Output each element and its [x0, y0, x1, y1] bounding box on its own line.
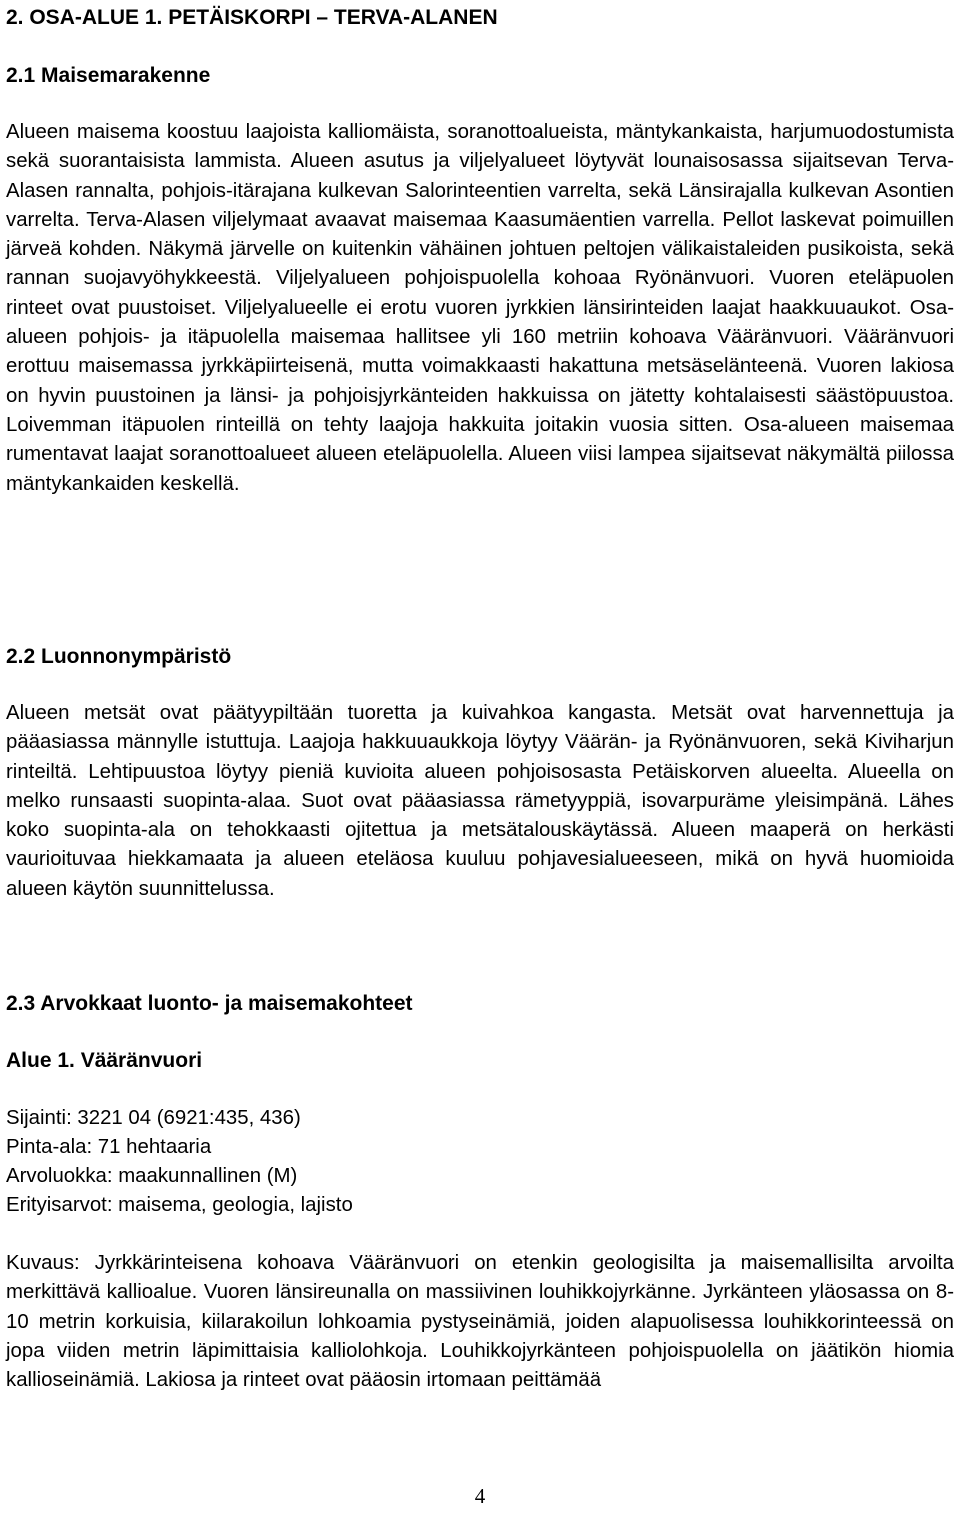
paragraph-luonnonymparisto: Alueen metsät ovat päätyypiltään tuoretta ja kuivahkoa kangasta. Metsät ovat harvennettuja ja pääasiassa männylle istuttuja. Laajoja hakkuuaukkoja löytyy Väärän- ja Ryönänvuoren, sekä Kiviharjun rinteiltä. Lehtipuustoa löytyy pieniä kuvioita alueen pohjoisosasta Petäiskorven alueelta. Alueella on melko runsaasti suopinta-alaa. Suot ovat pääasiassa rämetyyppiä, isovarpuräme yleisimpänä. Lähes koko suopinta-ala on tehokkaasti ojitettua ja metsätalouskäytässä. Alueen maaperä on herkästi vaurioituvaa hiekkamaata ja alueen eteläosa kuuluu pohjavesialueeseen, mikä on hyvä huomioida alueen käytön suunnittelussa. — [6, 702, 954, 900]
detail-arvoluokka: Arvoluokka: maakunnallinen (M) — [6, 1165, 298, 1187]
section-title: 2. OSA-ALUE 1. PETÄISKORPI – TERVA-ALANEN — [6, 6, 498, 29]
detail-erityisarvot: Erityisarvot: maisema, geologia, lajisto — [6, 1194, 353, 1216]
detail-sijainti: Sijainti: 3221 04 (6921:435, 436) — [6, 1107, 301, 1129]
subsection-title-arvokkaat-kohteet: 2.3 Arvokkaat luonto- ja maisemakohteet — [6, 992, 413, 1015]
detail-pinta-ala: Pinta-ala: 71 hehtaaria — [6, 1136, 212, 1158]
subsection-title-maisemarakenne: 2.1 Maisemarakenne — [6, 64, 211, 87]
paragraph-kuvaus: Kuvaus: Jyrkkärinteisena kohoava Vääränvuori on etenkin geologisilta ja maisemallisilta arvoilta merkittävä kallioalue. Vuoren länsireunalla on massiivinen louhikkojyrkänne. Jyrkänteen yläosassa on 8-10 metrin korkuisia, kiilarakoilun lohkoamia pystyseinämiä, joiden alapuolisessa louhikkorinteessä on jopa viiden metrin läpimittaisia kalliolohkoja. Louhikkojyrkänteen pohjoispuolella on jäätikön hiomia kallioseinämiä. Lakiosa ja rinteet ovat pääosin irtomaan peittämää — [6, 1252, 954, 1392]
paragraph-maisemarakenne: Alueen maisema koostuu laajoista kalliomäista, soranottoalueista, mäntykankaista, harjumuodostumista sekä suorantaisista lammista. Alueen asutus ja viljelyalueet löytyvät lounaisosassa sijaitsevan Terva-Alasen rannalta, pohjois-itärajana kulkevan Salorinteentien varrelta, sekä Länsirajalla kulkevan Asontien varrelta. Terva-Alasen viljelymaat avaavat maisemaa Kaasumäentien varrella. Pellot laskevat poimuillen järveä kohden. Näkymä järvelle on kuitenkin vähäinen johtuen peltojen välikaistaleiden pusikoista, sekä rannan suojavyöhykkeestä. Viljelyalueen pohjoispuolella kohoaa Ryönänvuori. Vuoren eteläpuolen rinteet ovat puustoiset. Viljelyalueelle ei erotu vuoren jyrkkien länsirinteiden laajat haakkuuaukot. Osa-alueen pohjois- ja itäpuolella maisemaa hallitsee yli 160 metriin kohoava Vääränvuori. Vääränvuori erottuu maisemassa jyrkkäpiirteisenä, mutta voimakkaasti hakattuna metsäselänteenä. Vuoren lakiosa on hyvin puustoinen ja länsi- ja pohjoisjyrkänteiden hakkuissa on jätetty kohtalaisesti säästöpuustoa. Loivemman itäpuolen rinteillä on tehty laajoja hakkuita joitakin vuosia sitten. Osa-alueen maisemaa rumentavat laajat soranottoalueet alueen eteläpuolella. Alueen viisi lampea sijaitsevat näkymältä piilossa mäntykankaiden keskellä. — [6, 121, 954, 495]
area-title: Alue 1. Vääränvuori — [6, 1049, 203, 1072]
page-number: 4 — [474, 1484, 486, 1508]
subsection-title-luonnonymparisto: 2.2 Luonnonympäristö — [6, 645, 232, 668]
